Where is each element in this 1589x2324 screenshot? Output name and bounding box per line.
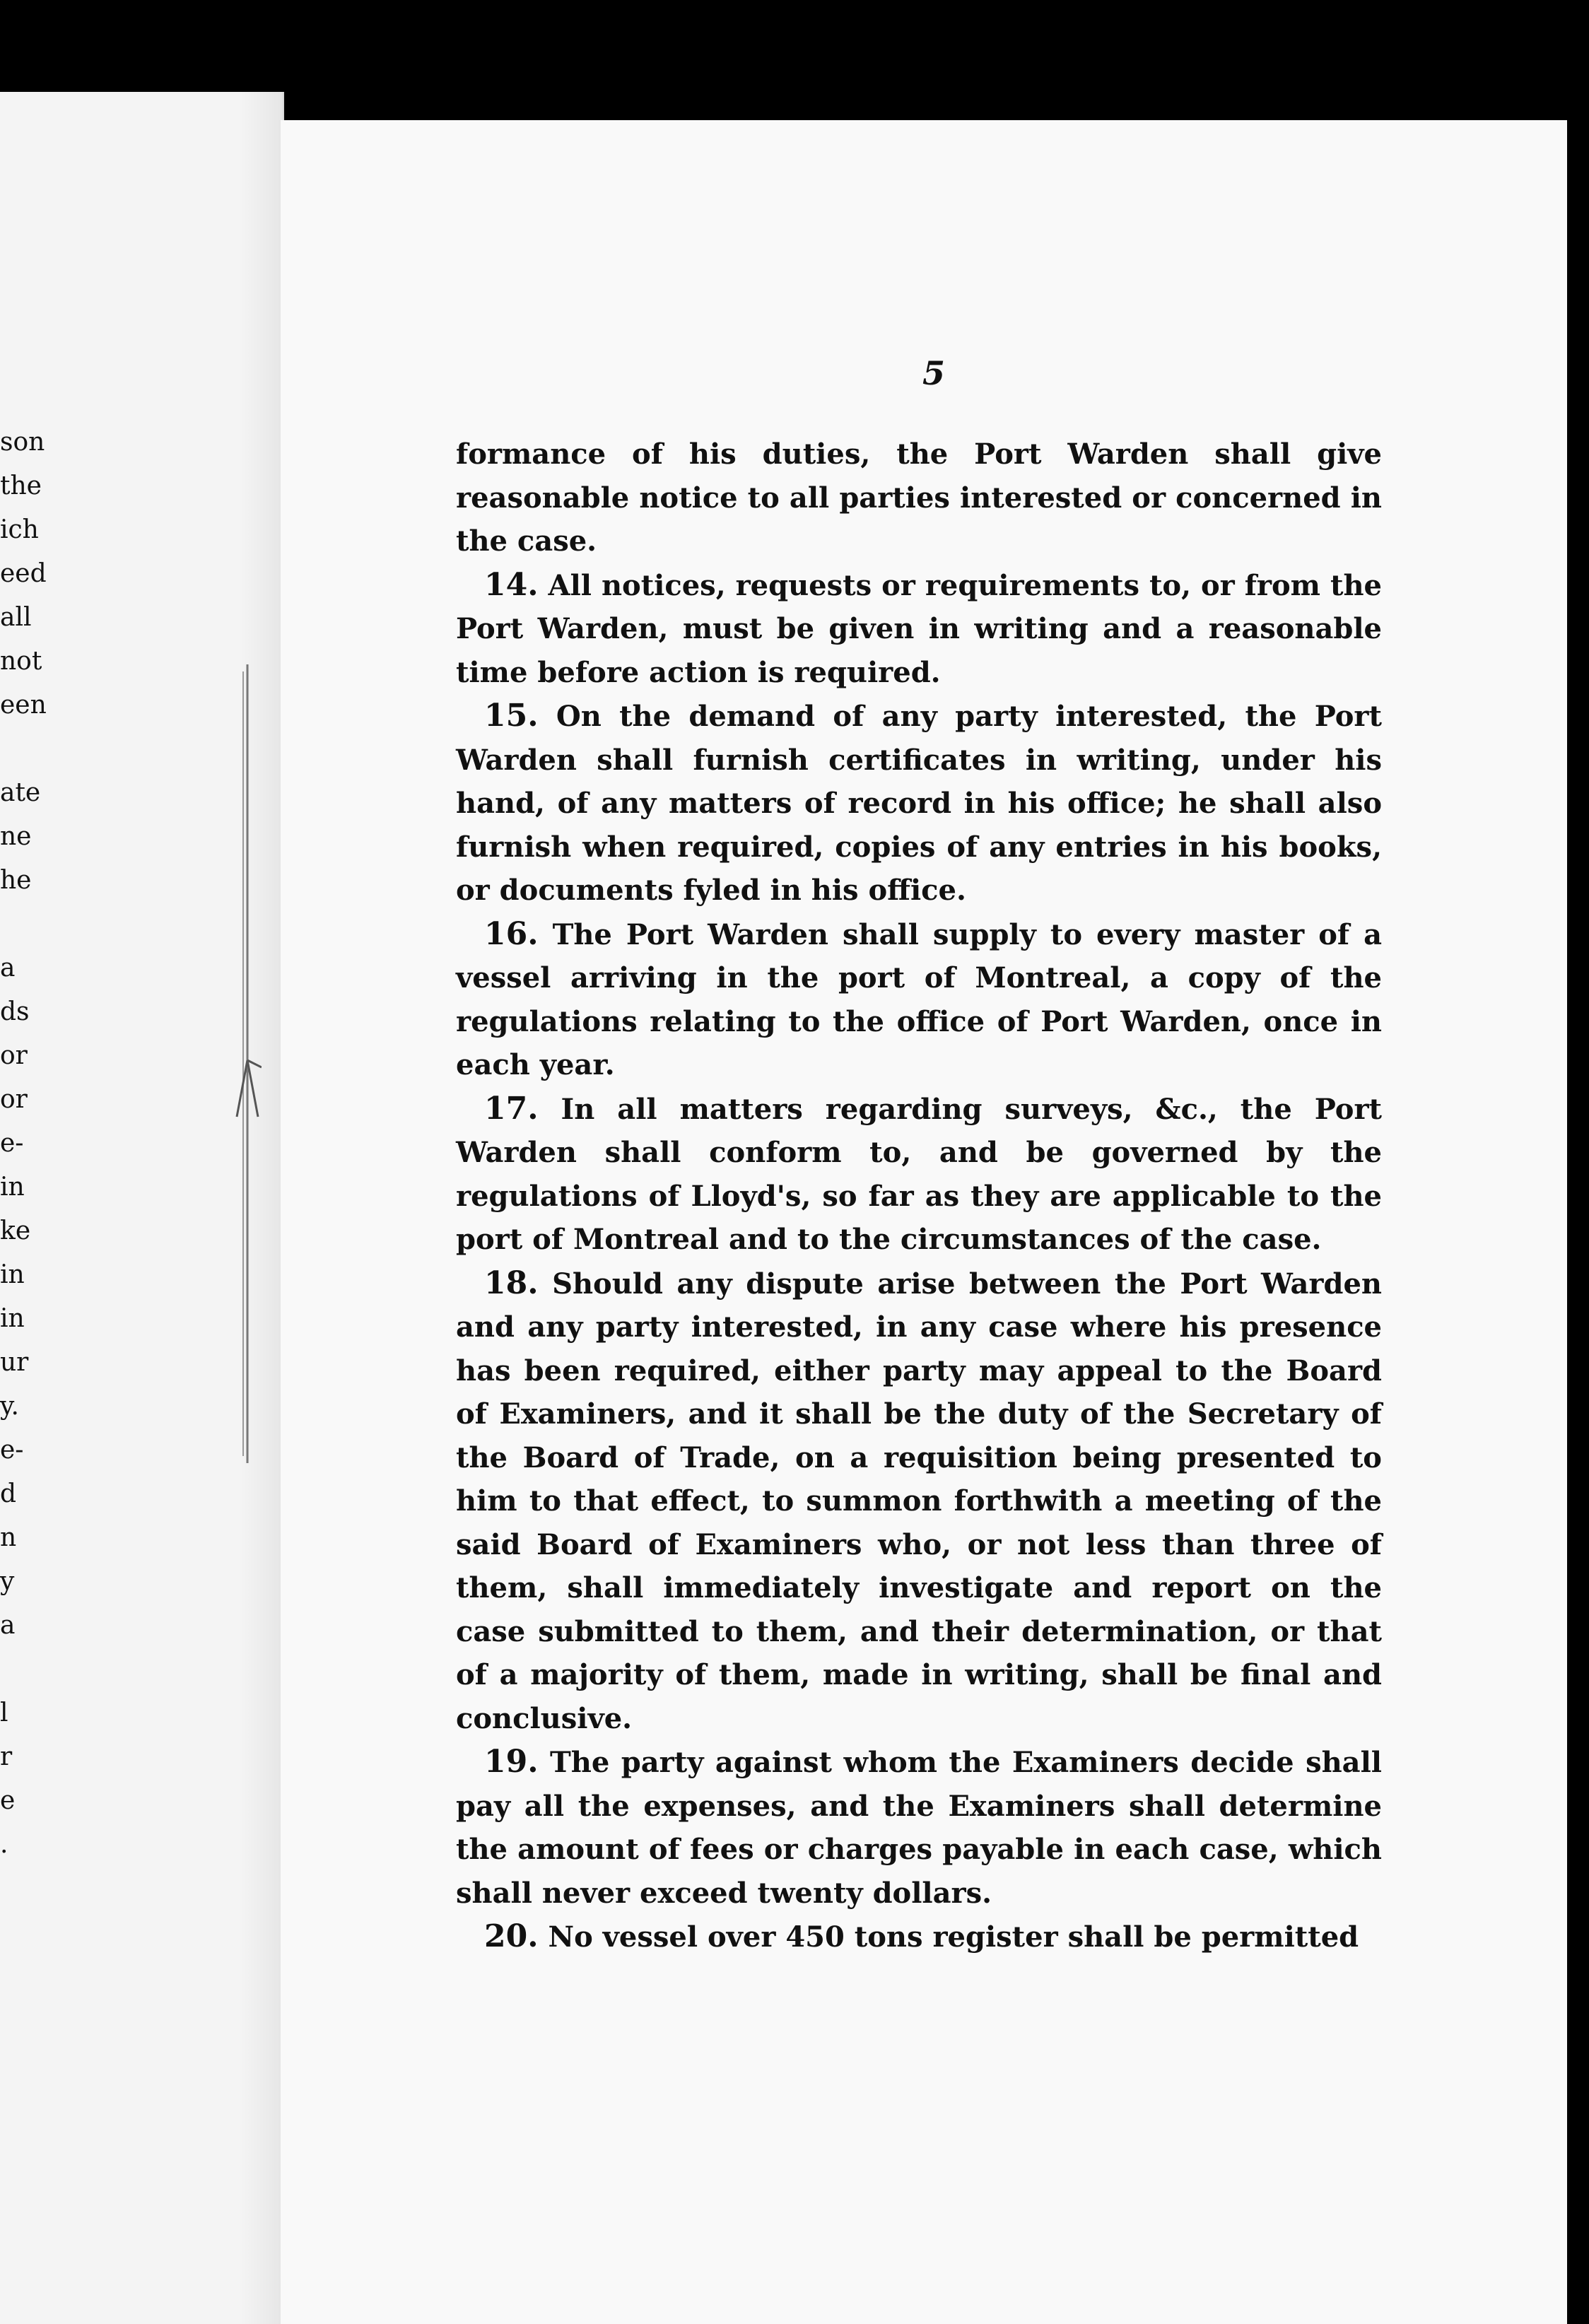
facing-page-line: in [0, 1173, 25, 1202]
facing-page-line: in [0, 1304, 25, 1333]
section-number: 14. [484, 566, 539, 603]
section-text: All notices, requests or requirements to, or from the Port Warden, must be given in writing and a reasonable time before action is required. [456, 568, 1382, 689]
facing-page-text-fragments [0, 430, 71, 1920]
section-number: 16. [484, 915, 539, 952]
facing-page-line: or [0, 1085, 28, 1114]
facing-page-line: eed [0, 559, 47, 588]
facing-page-line [0, 1876, 71, 1920]
continuation-paragraph: formance of his duties, the Port Warden shall give reasonable notice to all parties interested or concerned in the case. [456, 438, 1382, 558]
facing-page-line: he [0, 866, 32, 895]
section-16 [456, 912, 1382, 1087]
section-15 [456, 694, 1382, 912]
facing-page-line: y [0, 1567, 15, 1596]
facing-page-line: een [0, 691, 47, 720]
facing-page-line: a [0, 1611, 16, 1640]
facing-page-line: y. [0, 1392, 19, 1421]
facing-page-line: or [0, 1041, 28, 1070]
section-text: The Port Warden shall supply to every master of a vessel arriving in the port of Montreal, a copy of the regulations relating to the office of Port Warden, once in each year. [456, 917, 1382, 1081]
section-number: 15. [484, 698, 539, 734]
section-number: 19. [484, 1744, 539, 1780]
facing-page-line: n [0, 1523, 17, 1552]
facing-page-line: ich [0, 515, 39, 544]
section-17 [456, 1087, 1382, 1262]
facing-page-line: ur [0, 1348, 29, 1377]
facing-page-line: e- [0, 1436, 24, 1465]
facing-page-line: l [0, 1698, 8, 1727]
page-body [456, 433, 1382, 1959]
section-text: On the demand of any party interested, the Port Warden shall furnish certificates in writing, under his hand, of any matters of record in his office; he shall also furnish when required, copies of any entries in his books, or documents fyled in his office. [456, 700, 1382, 907]
binding-thread [233, 664, 262, 1463]
section-text: In all matters regarding surveys, &c., the Port Warden shall conform to, and be governed by the regulations of Lloyd's, so far as they are applicable to the port of Montreal and to the circumstances of the case. [456, 1092, 1382, 1256]
facing-page-line: ate [0, 778, 41, 807]
section-text: The party against whom the Examiners decide shall pay all the expenses, and the Examiners shall determine the amount of fees or charges payable in each case, which shall never exceed twenty dollars. [456, 1746, 1382, 1910]
facing-page-line: son [0, 428, 45, 457]
facing-page-line: all [0, 603, 32, 632]
facing-page-line: ke [0, 1216, 31, 1245]
facing-page-line [0, 912, 71, 956]
section-text: No vessel over 450 tons register shall be permitted [548, 1920, 1359, 1954]
facing-page-line [0, 1657, 71, 1701]
facing-page-line: in [0, 1260, 25, 1289]
facing-page-line: a [0, 953, 16, 982]
facing-page-line: the [0, 471, 42, 500]
section-text: Should any dispute arise between the Port Warden and any party interested, in any case where his presence has been required, either party may appeal to the Board of Examiners, and it shall be the duty of the Secretary of the Board of Trade, on a requisition being presented to him to that effect, to summon forthwith a meeting of the said Board of Examiners who, or not less than three of them, shall immediately investigate and report on the case submitted to them, and their determination, or that of a majority of them, made in writing, shall be final and conclusive. [456, 1267, 1382, 1735]
facing-page-line: ds [0, 997, 30, 1026]
section-20 [456, 1915, 1382, 1959]
facing-page-line: d [0, 1479, 17, 1508]
facing-page-line: . [0, 1830, 8, 1859]
facing-page-line: ne [0, 822, 32, 851]
section-18 [456, 1262, 1382, 1741]
facing-page-line [0, 736, 71, 780]
section-number: 20. [484, 1918, 539, 1954]
section-number: 18. [484, 1264, 539, 1301]
section-number: 17. [484, 1090, 539, 1127]
section-14 [456, 563, 1382, 695]
page-number: 5 [922, 354, 946, 392]
facing-page-line: not [0, 647, 42, 676]
section-19 [456, 1740, 1382, 1915]
facing-page-line: e [0, 1786, 16, 1815]
facing-page-line: e- [0, 1129, 24, 1158]
facing-page-line: r [0, 1742, 13, 1771]
